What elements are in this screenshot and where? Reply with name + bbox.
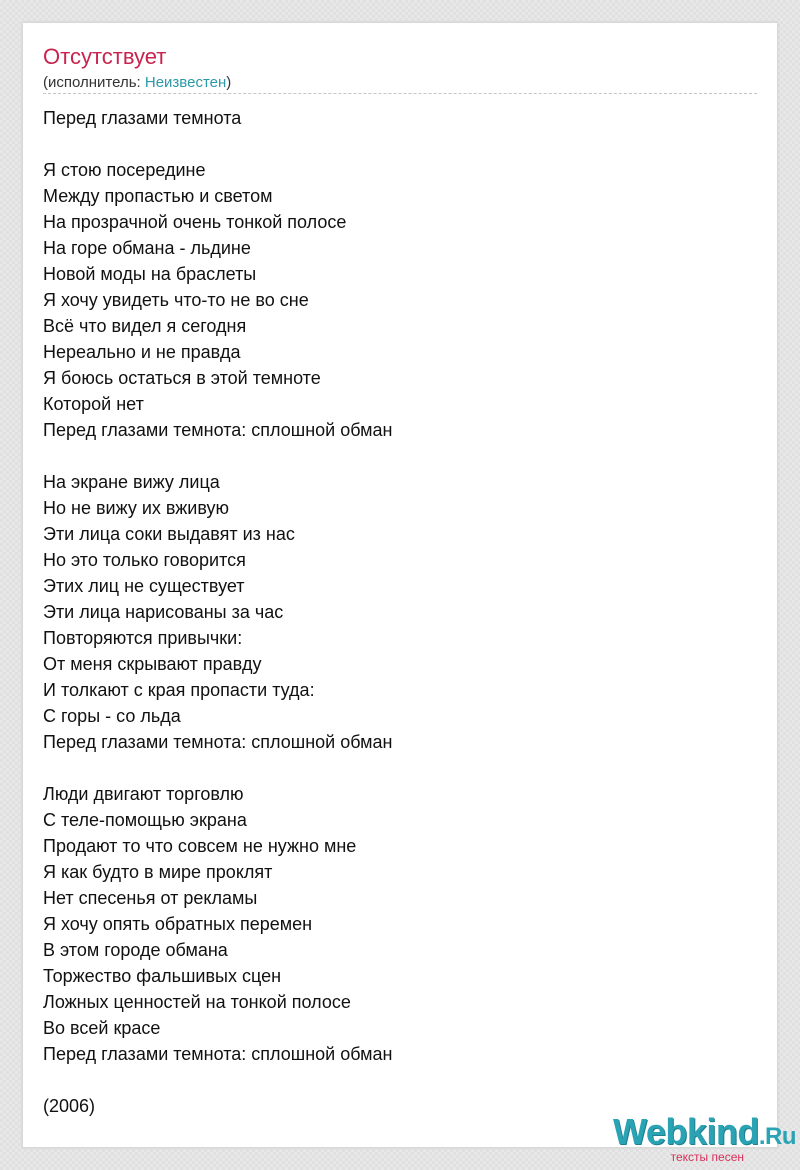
lyric-line: Я хочу опять обратных перемен [43,914,313,934]
lyric-line: Всё что видел я сегодня [43,316,247,336]
lyric-line: С теле-помощью экрана [43,810,247,830]
lyric-line: Я как будто в мире проклят [43,862,273,882]
lyric-line: Перед глазами темнота: сплошной обман [43,420,393,440]
lyric-line: Между пропастью и светом [43,186,273,206]
lyric-line: Во всей красе [43,1018,161,1038]
lyric-line: Новой моды на браслеты [43,264,257,284]
lyric-line: Но не вижу их вживую [43,498,230,518]
lyric-line: Перед глазами темнота: сплошной обман [43,732,393,752]
lyric-line: Повторяются привычки: [43,628,243,648]
lyrics-card [22,22,778,1148]
lyric-line: Эти лица нарисованы за час [43,602,284,622]
lyric-line: Продают то что совсем не нужно мне [43,836,357,856]
lyric-line: Ложных ценностей на тонкой полосе [43,992,351,1012]
lyric-line: На прозрачной очень тонкой полосе [43,212,347,232]
lyric-line: Но это только говорится [43,550,246,570]
webkind-logo[interactable] [596,1110,796,1170]
logo-tld: .Ru [758,1123,796,1150]
lyric-line: Я хочу увидеть что-то не во сне [43,290,309,310]
lyric-line: Этих лиц не существует [43,576,245,596]
lyric-line: Нереально и не правда [43,342,241,362]
lyric-line [43,443,743,469]
logo-main-text: Webkind [612,1111,759,1152]
lyric-line: На горе обмана - льдине [43,238,251,258]
lyric-line: Люди двигают торговлю [43,784,244,804]
lyric-line: На экране вижу лица [43,472,220,492]
lyric-line: Которой нет [43,394,144,414]
logo-tagline: тексты песен [670,1150,744,1164]
artist-suffix: ) [226,74,232,91]
lyric-line [43,131,743,157]
artist-link[interactable]: Неизвестен [144,74,227,91]
lyric-line: Эти лица соки выдавят из нас [43,524,295,544]
lyric-line: Нет спесенья от рекламы [43,888,258,908]
lyric-line [43,755,743,781]
release-year: (2006) [43,1096,96,1116]
lyric-line: С горы - со льда [43,706,181,726]
lyric-line: И толкают с края пропасти туда: [43,680,315,700]
lyric-line: Я стою посередине [43,160,206,180]
artist-line [43,73,231,93]
artist-prefix: (исполнитель: [43,74,145,91]
divider [43,93,757,94]
lyric-line: Перед глазами темнота [43,108,242,128]
lyric-line: Я боюсь остаться в этой темноте [43,368,321,388]
lyric-line: Торжество фальшивых сцен [43,966,282,986]
lyric-line: От меня скрывают правду [43,654,262,674]
lyric-line: Перед глазами темнота: сплошной обман [43,1044,393,1064]
song-title: Отсутствует [43,44,167,69]
lyrics-text [43,105,743,1067]
lyric-line: В этом городе обмана [43,940,228,960]
